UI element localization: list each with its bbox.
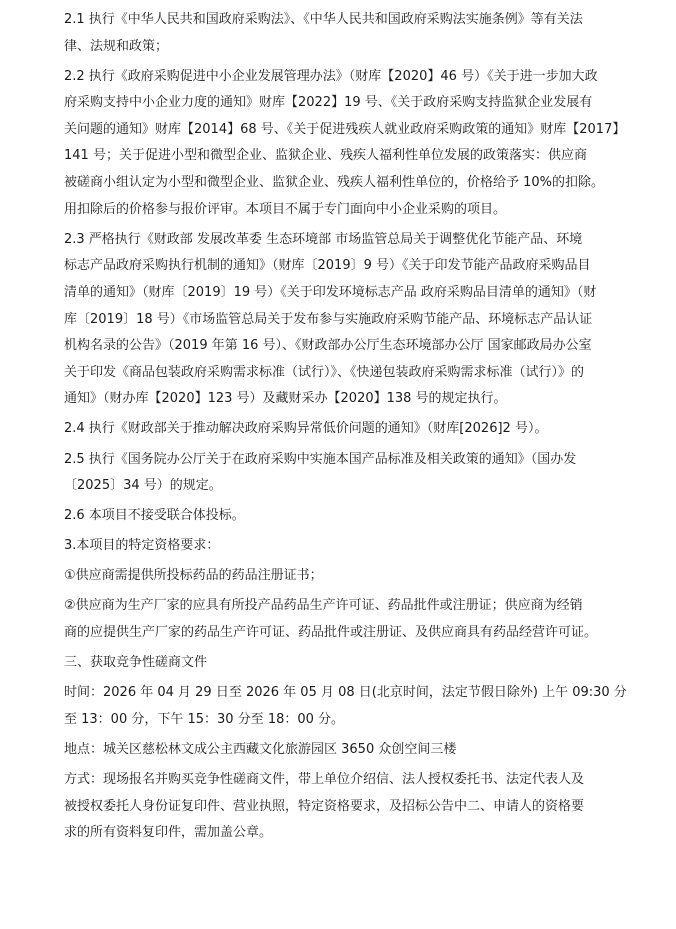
text-line: 关于印发《商品包装政府采购需求标准（试行）》、《快递包装政府采购需求标准（试行）》的	[64, 364, 585, 380]
paragraph-p-2-2	[64, 64, 632, 224]
text-line: 关问题的通知》财库【2014】68 号、《关于促进残疾人就业政府采购政策的通知》财库【2017】	[64, 121, 626, 137]
text-line: 律、法规和政策；	[64, 38, 169, 54]
text-line: 清单的通知》（财库〔2019〕19 号）《关于印发环境标志产品 政府采购品目清单的通知》（财	[64, 284, 597, 300]
text-line: 至 13：00 分，下午 15：30 分至 18：00 分。	[64, 711, 345, 727]
text-line: 库〔2019〕18 号）《市场监管总局关于发布参与实施政府采购节能产品、环境标志产品认证	[64, 311, 593, 327]
text-line: 求的所有资料复印件，需加盖公章。	[64, 825, 273, 841]
text-line: 标志产品政府采购执行机制的通知》（财库〔2019〕9 号）《关于印发节能产品政府采购品目	[64, 258, 591, 274]
paragraph-p-2-4	[64, 416, 632, 443]
text-line: 府采购支持中小企业力度的通知》财库【2022】19 号、《关于政府采购支持监狱企业发展有	[64, 95, 593, 111]
text-line: ②供应商为生产厂家的应具有所投产品药品生产许可证、药品批件或注册证；供应商为经销	[64, 598, 583, 614]
paragraph-p-section-3	[64, 650, 632, 677]
paragraph-p-2-1	[64, 7, 632, 60]
text-line: 用扣除后的价格参与报价评审。本项目不属于专门面向中小企业采购的项目。	[64, 201, 507, 217]
text-line: 三、获取竞争性磋商文件	[64, 655, 208, 671]
paragraph-p-2-3	[64, 227, 632, 413]
paragraph-p-time	[64, 680, 632, 733]
text-line: 3.本项目的特定资格要求：	[64, 538, 220, 554]
paragraph-p-3-1	[64, 563, 632, 590]
text-line: 〔2025〕34 号）的规定。	[64, 478, 222, 494]
paragraph-p-3	[64, 533, 632, 560]
text-line: 时间：2026 年 04 月 29 日至 2026 年 05 月 08 日(北京时间，法定节假日除外) 上午 09:30 分	[64, 685, 627, 701]
paragraph-p-2-5	[64, 447, 632, 500]
text-line: 2.6 本项目不接受联合体投标。	[64, 508, 245, 524]
paragraph-p-location	[64, 737, 632, 764]
text-line: 被授权委托人身份证复印件、营业执照，特定资格要求，及招标公告中二、申请人的资格要	[64, 798, 585, 814]
text-line: 2.5 执行《国务院办公厅关于在政府采购中实施本国产品标准及相关政策的通知》（国办发	[64, 451, 577, 467]
text-line: ①供应商需提供所投标药品的药品注册证书；	[64, 568, 323, 584]
paragraph-p-method	[64, 767, 632, 847]
text-line: 2.4 执行《财政部关于推动解决政府采购异常低价问题的通知》（财库[2026]2 号）。	[64, 421, 548, 437]
text-line: 机构名录的公告》（2019 年第 16 号）、《财政部办公厅生态环境部办公厅 国家邮政局办公室	[64, 338, 592, 354]
text-line: 2.2 执行《政府采购促进中小企业发展管理办法》（财库【2020】46 号）《关于进一步加大政	[64, 68, 598, 84]
text-line: 商的应提供生产厂家的药品生产许可证、药品批件或注册证、及供应商具有药品经营许可证。	[64, 625, 598, 641]
paragraph-p-3-2	[64, 593, 632, 646]
text-line: 141 号；关于促进小型和微型企业、监狱企业、残疾人福利性单位发展的政策落实：供应商	[64, 148, 587, 164]
text-line: 2.1 执行《中华人民共和国政府采购法》、《中华人民共和国政府采购法实施条例》等有关法	[64, 12, 583, 27]
text-line: 方式：现场报名并购买竞争性磋商文件，带上单位介绍信、法人授权委托书、法定代表人及	[64, 772, 585, 788]
text-line: 通知》（财办库【2020】123 号）及藏财采办【2020】138 号的规定执行。	[64, 391, 507, 407]
paragraph-p-2-6	[64, 503, 632, 530]
text-line: 地点：城关区慈松林文成公主西藏文化旅游园区 3650 众创空间三楼	[64, 741, 457, 757]
text-line: 被磋商小组认定为小型和微型企业、监狱企业、残疾人福利性单位的，价格给予 10%的扣除。	[64, 175, 605, 191]
text-line: 2.3 严格执行《财政部 发展改革委 生态环境部 市场监管总局关于调整优化节能产品、环境	[64, 231, 583, 247]
